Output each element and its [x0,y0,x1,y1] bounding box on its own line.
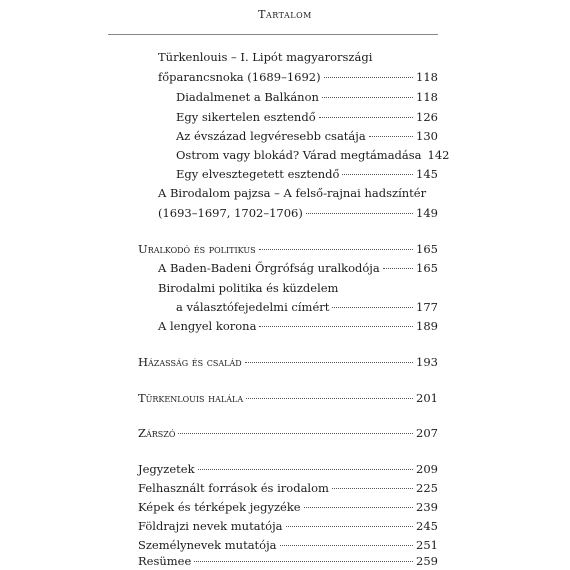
toc-entry-title: Uralkodó és politikus [138,242,256,256]
toc-page-number: 239 [416,500,438,514]
toc-entry-title: Házasság és család [138,355,242,369]
toc-entry-title: főparancsnoka (1689–1692) [158,70,321,84]
toc-entry-line: Türkenlouis – I. Lipót magyarországi [158,50,373,64]
toc-entry-line: A Birodalom pajzsa – A felső-rajnai hadszíntér [158,186,427,200]
toc-page-number: 177 [416,300,438,314]
toc-entry[interactable] [158,69,438,85]
page-header: Tartalom [258,8,312,21]
toc-entry[interactable] [138,461,438,477]
toc-entry-title: Zárszó [138,426,176,440]
dot-leader [286,526,414,527]
toc-entry[interactable] [138,480,438,496]
header-rule [108,34,438,35]
toc-entry-title: Egy sikertelen esztendő [176,110,316,124]
toc-page-number: 126 [416,110,438,124]
toc-page-number: 118 [416,90,438,104]
dot-leader [332,307,413,308]
toc-entry-title: Türkenlouis halála [138,391,244,405]
toc-entry[interactable] [138,390,438,406]
toc-entry[interactable] [176,128,438,144]
dot-leader [319,117,413,118]
toc-entry[interactable] [138,537,438,553]
toc-entry[interactable] [138,499,438,515]
toc-page-number: 201 [416,391,438,405]
dot-leader [246,398,413,399]
dot-leader [245,362,413,363]
toc-page-number: 165 [416,261,438,275]
toc-page-number: 259 [416,554,438,568]
toc-entry-title: (1693–1697, 1702–1706) [158,206,303,220]
dot-leader [194,561,413,562]
dot-leader [324,77,413,78]
toc-page-number: 165 [416,242,438,256]
toc-entry[interactable] [158,318,438,334]
toc-entry[interactable] [176,166,438,182]
toc-entry-title: a választófejedelmi címért [176,300,330,314]
dot-leader [259,249,413,250]
dot-leader [198,469,414,470]
toc-entry-title: Ostrom vagy blokád? Várad megtámadása [176,148,422,162]
toc-page-number: 225 [416,481,438,495]
toc-entry[interactable] [176,89,438,105]
toc-page-number: 207 [416,426,438,440]
toc-entry-title: A Baden-Badeni Őrgrófság uralkodója [158,261,380,275]
dot-leader [304,507,413,508]
toc-page-number: 149 [416,206,438,220]
dot-leader [306,213,413,214]
toc-page-number: 189 [416,319,438,333]
toc-entry-title: Felhasznált források és irodalom [138,481,329,495]
dot-leader [342,174,413,175]
toc-entry[interactable] [176,109,438,125]
toc-entry[interactable] [138,354,438,370]
toc-page-number: 251 [416,538,438,552]
toc-page-number: 245 [416,519,438,533]
dot-leader [259,326,413,327]
toc-entry-title: Jegyzetek [138,462,195,476]
dot-leader [280,545,414,546]
toc-entry[interactable] [158,260,438,276]
dot-leader [322,97,413,98]
toc-page-number: 145 [416,167,438,181]
toc-entry-title: Resümee [138,554,192,568]
toc-page-number: 142 [427,148,450,162]
toc-entry-title: Személynevek mutatója [138,538,277,552]
dot-leader [178,433,413,434]
toc-page-number: 118 [416,70,438,84]
toc-page-number: 209 [416,462,438,476]
toc-page-number: 130 [416,129,438,143]
dot-leader [369,136,413,137]
toc-entry[interactable] [176,299,438,315]
toc-entry[interactable] [176,147,450,163]
toc-entry[interactable] [138,553,438,569]
toc-entry-title: Képek és térképek jegyzéke [138,500,301,514]
dot-leader [383,268,413,269]
toc-entry-title: Földrajzi nevek mutatója [138,519,283,533]
toc-entry[interactable] [158,205,438,221]
toc-entry-title: Egy elvesztegetett esztendő [176,167,340,181]
toc-entry-line: Birodalmi politika és küzdelem [158,281,339,295]
toc-entry[interactable] [138,518,438,534]
toc-entry[interactable] [138,425,438,441]
dot-leader [332,488,413,489]
toc-entry[interactable] [138,241,438,257]
toc-page-number: 193 [416,355,438,369]
toc-entry-title: Az évszázad legvéresebb csatája [176,129,366,143]
toc-entry-title: Diadalmenet a Balkánon [176,90,319,104]
toc-entry-title: A lengyel korona [158,319,257,333]
